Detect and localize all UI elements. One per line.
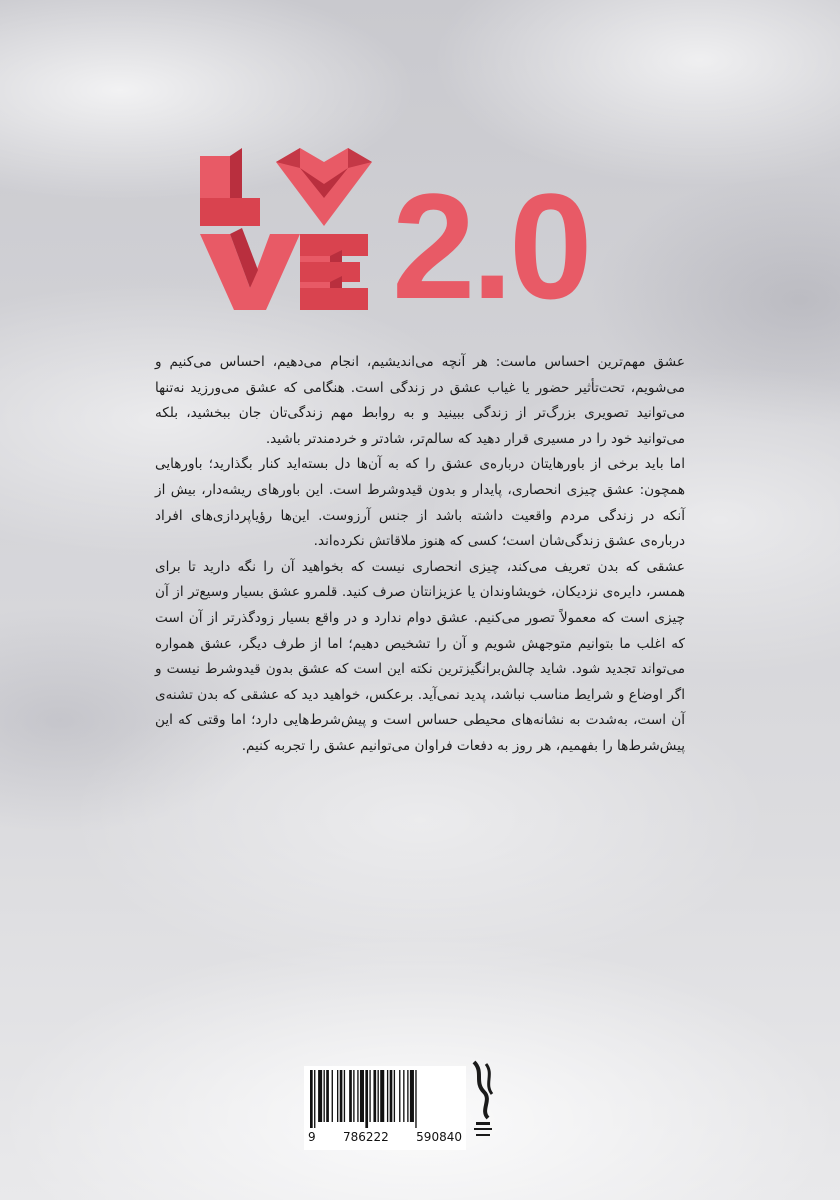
isbn-digit-group-3: 590840 [416, 1130, 462, 1144]
isbn-digit-group-2: 786222 [343, 1130, 389, 1144]
paragraph-3: عشقی که بدن تعریف می‌کند، چیزی انحصاری نیست که بخواهید آن را نگه دارید تا برای همسر، دایره‌ی نزدیکان، خویشاوندان یا عزیزانتان صرف کنید. قلمرو عشق بسیار وسیع‌تر از آن چیزی است که معمولاً تصور می‌کنیم. عشق دوام ندارد و در واقع بسیار زودگذرتر از آن است که اغلب ما بتوانیم متوجهش شویم و آن را تشخیص دهیم؛ اما از طرف دیگر، عشق همواره می‌تواند تجدید شود. شاید چالش‌برانگیزترین نکته این است که عشق بدون قیدوشرط نیست و اگر اوضاع و شرایط مناسب نباشد، پدید نمی‌آید. برعکس، خواهید دید که عشقی که بدن تشنه‌ی آن است، به‌شدت به نشانه‌های محیطی حساس است و پیش‌شرط‌هایی دارد؛ اما وقتی که این پیش‌شرط‌ها را بفهمیم، هر روز به دفعات فراوان می‌توانیم عشق را تجربه کنیم. [155, 558, 685, 754]
cover-logo [196, 140, 616, 312]
description-text [155, 350, 685, 760]
love-wordmark [196, 140, 616, 312]
publisher-logo-icon [470, 1058, 496, 1144]
barcode-bars [304, 1070, 466, 1128]
heart-o-icon [276, 148, 372, 226]
paragraph-1: عشق مهم‌ترین احساس ماست: هر آنچه می‌اندیشیم، انجام می‌دهیم، احساس می‌کنیم و می‌شویم، تحت‌تأثیر حضور یا غیاب عشق در زندگی است. هنگامی که عشق می‌ورزید نه‌تنها می‌توانید تصویری بزرگ‌تر از زندگی ببینید و به روابط مهم زندگی‌تان جان ببخشید، بلکه می‌توانید خود را در مسیری قرار دهید که سالم‌تر، شادتر و خردمندتر باشید. [155, 354, 685, 447]
isbn-digits [304, 1130, 466, 1148]
letter-e [300, 234, 368, 310]
isbn-digit-group-1: 9 [308, 1130, 316, 1144]
letter-v [200, 228, 300, 310]
isbn-barcode [304, 1066, 466, 1150]
paragraph-2: اما باید برخی از باورهایتان درباره‌ی عشق را که به آن‌ها دل بسته‌اید کنار بگذارید؛ باورهایی همچون: عشق چیزی انحصاری، پایدار و بدون قیدوشرط است. این باورهای ریشه‌دار، بیش از آنکه در زندگی مردم واقعیت داشته باشد از جنس آرزوست. این‌ها رؤیاپردازی‌های افراد درباره‌ی عشق زندگی‌شان است؛ کسی که هنوز ملاقاتش نکرده‌اند. [155, 456, 685, 550]
letter-l [200, 148, 260, 226]
version-text: 2.0 [392, 162, 589, 312]
